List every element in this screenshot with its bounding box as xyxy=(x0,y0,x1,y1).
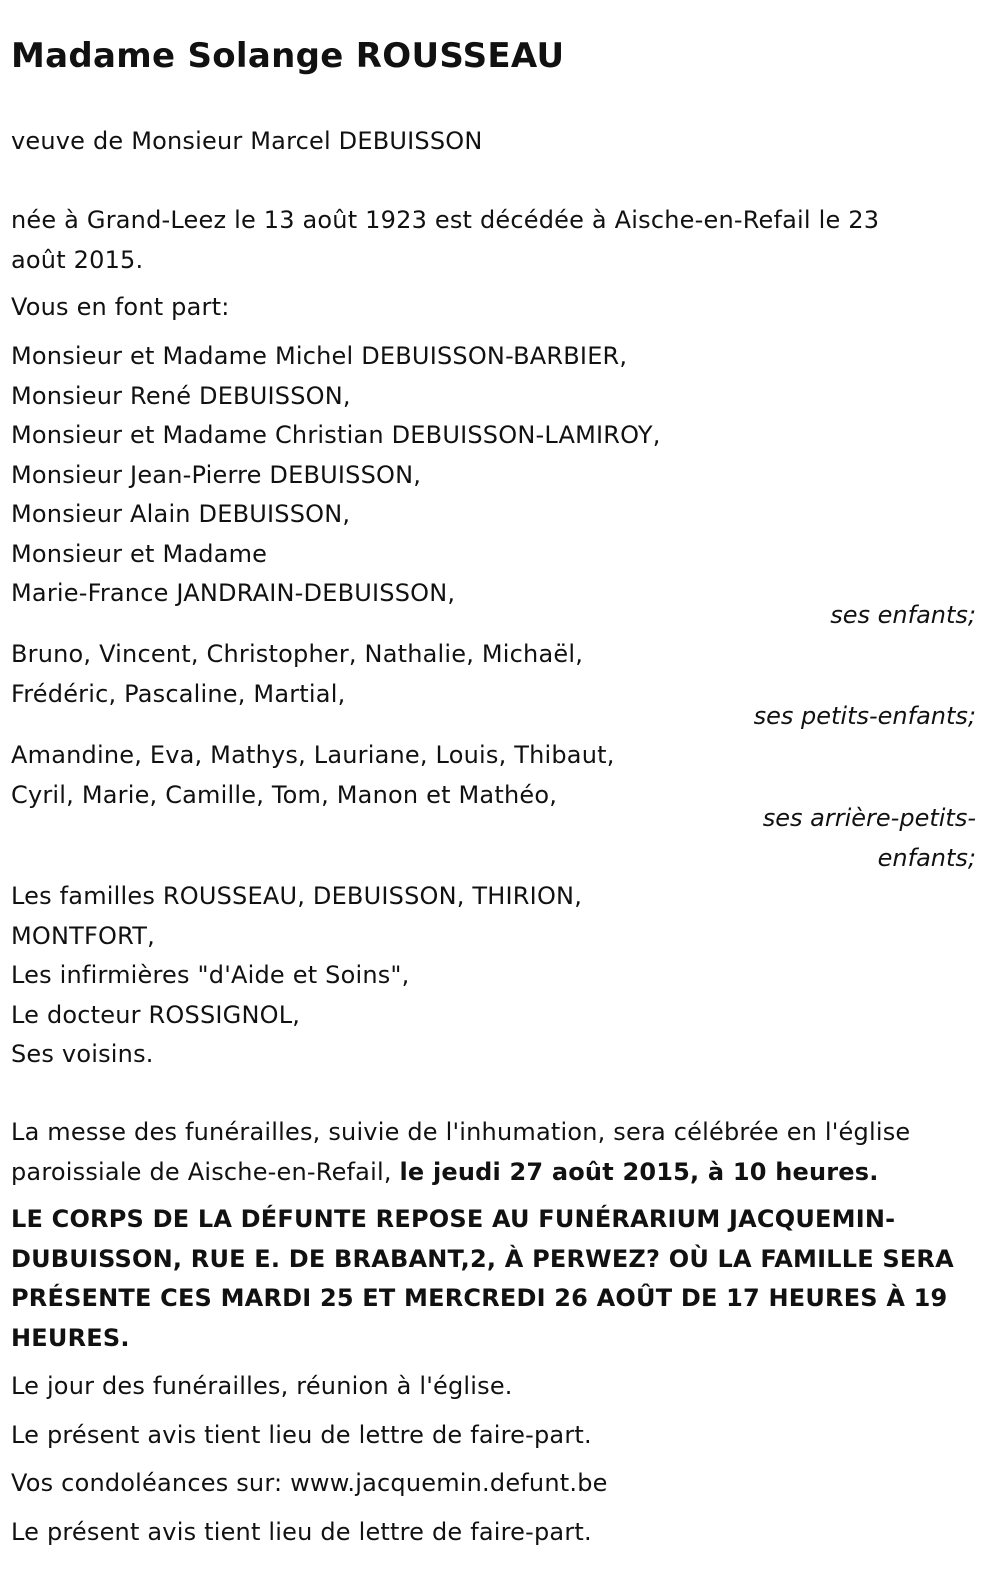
birth-death-line-2: août 2015. xyxy=(11,245,144,274)
children-list xyxy=(11,337,976,614)
notice-line: Le présent avis tient lieu de lettre de faire-part. xyxy=(11,1421,592,1449)
viewing-line: HEURES. xyxy=(11,1323,130,1352)
viewing-line: DUBUISSON, RUE E. DE BRABANT,2, À PERWEZ? OÙ LA FAMILLE SERA xyxy=(11,1244,954,1273)
child-name: Monsieur et Madame Christian DEBUISSON-LAMIROY, xyxy=(11,421,661,449)
ceremony-line-1: La messe des funérailles, suivie de l'inhumation, sera célébrée en l'église xyxy=(11,1118,911,1146)
viewing-line: PRÉSENTE CES MARDI 25 ET MERCREDI 26 AOÛT DE 17 HEURES À 19 xyxy=(11,1284,948,1312)
meeting-note: Le jour des funérailles, réunion à l'église. xyxy=(11,1372,513,1400)
notice-line-repeat: Le présent avis tient lieu de lettre de faire-part. xyxy=(11,1518,592,1546)
other-announcer: Le docteur ROSSIGNOL, xyxy=(11,1000,301,1029)
child-name: Monsieur et Madame xyxy=(11,539,268,568)
grandchildren-role: ses petits-enfants; xyxy=(753,702,976,730)
child-name: Monsieur et Madame Michel DEBUISSON-BARBIER, xyxy=(11,342,628,370)
announcers-intro: Vous en font part: xyxy=(11,293,230,321)
other-announcer: Les familles ROUSSEAU, DEBUISSON, THIRION, xyxy=(11,882,583,910)
great-grandchild-names: Amandine, Eva, Mathys, Lauriane, Louis, Thibaut, xyxy=(11,741,615,769)
condolences-line: Vos condoléances sur: www.jacquemin.defunt.be xyxy=(11,1469,608,1497)
viewing-line: LE CORPS DE LA DÉFUNTE REPOSE AU FUNÉRARIUM JACQUEMIN- xyxy=(11,1205,896,1233)
child-name: Monsieur Alain DEBUISSON, xyxy=(11,500,351,528)
ceremony-line-2 xyxy=(11,1153,976,1193)
child-name: Monsieur René DEBUISSON, xyxy=(11,381,351,410)
widow-line: veuve de Monsieur Marcel DEBUISSON xyxy=(11,127,483,155)
child-name: Marie-France JANDRAIN-DEBUISSON, xyxy=(11,579,456,607)
ceremony-text xyxy=(11,1113,976,1192)
others-list xyxy=(11,877,976,1075)
great-grandchild-names: Cyril, Marie, Camille, Tom, Manon et Mathéo, xyxy=(11,780,558,809)
birth-death-text xyxy=(11,201,976,280)
great-grandchildren-role xyxy=(763,799,976,878)
great-grandchildren-role-line-2: enfants; xyxy=(877,843,976,872)
children-role: ses enfants; xyxy=(830,601,976,629)
grandchild-names: Frédéric, Pascaline, Martial, xyxy=(11,679,346,708)
viewing-notice xyxy=(11,1200,976,1358)
ceremony-date-time: le jeudi 27 août 2015, à 10 heures. xyxy=(399,1157,879,1186)
other-announcer: Les infirmières "d'Aide et Soins", xyxy=(11,961,410,989)
other-announcer: Ses voisins. xyxy=(11,1040,154,1068)
great-grandchildren-role-line-1: ses arrière-petits- xyxy=(762,804,976,832)
grandchild-names: Bruno, Vincent, Christopher, Nathalie, Michaël, xyxy=(11,640,584,668)
child-name: Monsieur Jean-Pierre DEBUISSON, xyxy=(11,460,422,489)
other-announcer: MONTFORT, xyxy=(11,921,155,950)
page-title: Madame Solange ROUSSEAU xyxy=(11,36,565,76)
birth-death-line-1: née à Grand-Leez le 13 août 1923 est décédée à Aische-en-Refail le 23 xyxy=(11,206,880,234)
ceremony-location: paroissiale de Aische-en-Refail, xyxy=(11,1157,400,1186)
